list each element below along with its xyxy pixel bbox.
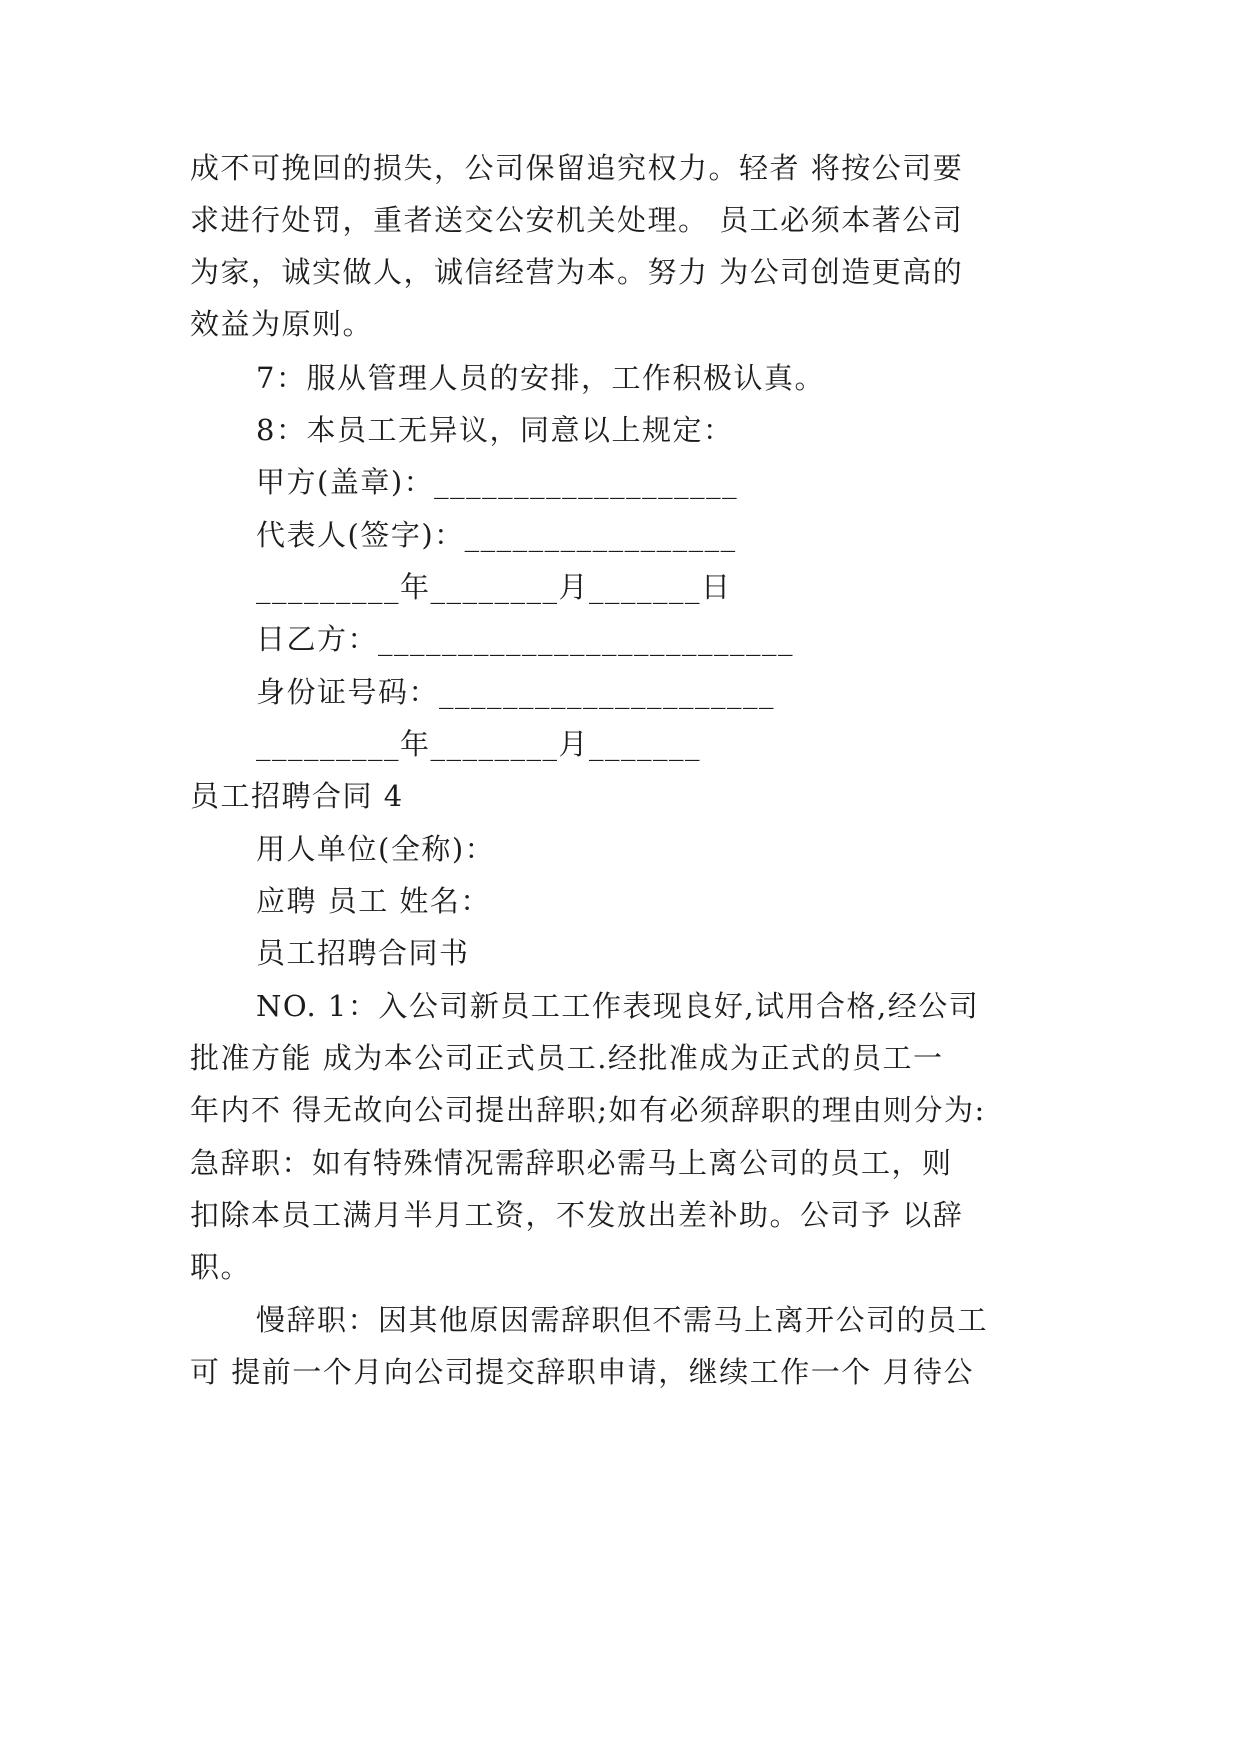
text-line: 扣除本员工满月半月工资，不发放出差补助。公司予 以辞 [190,1198,964,1232]
text-line: 为家，诚实做人，诚信经营为本。努力 为公司创造更高的 [190,255,964,289]
signature-field-representative: 代表人(签字)：_________________ [256,518,737,552]
text-line: 急辞职：如有特殊情况需辞职必需马上离公司的员工，则 [190,1146,953,1180]
text-line: 可 提前一个月向公司提交辞职申请，继续工作一个 月待公 [190,1355,974,1389]
text-line: 用人单位(全称)： [256,832,496,866]
text-line: 应聘 员工 姓名： [256,884,491,918]
signature-field-party-b: 日乙方：__________________________ [256,622,795,656]
text-line: 职。 [190,1250,252,1284]
id-number-field: 身份证号码：_____________________ [256,675,776,709]
date-field: _________年________月_______日 [256,570,732,604]
text-line: NO. 1：入公司新员工工作表现良好,试用合格,经公司 [256,989,980,1023]
text-line: 求进行处罚，重者送交公安机关处理。 员工必须本著公司 [190,203,964,237]
section-title: 员工招聘合同 4 [190,779,404,813]
contract-heading: 员工招聘合同书 [256,936,470,970]
signature-field-party-a: 甲方(盖章)：___________________ [256,465,739,499]
date-field: _________年________月_______ [256,727,702,761]
text-line: 成不可挽回的损失，公司保留追究权力。轻者 将按公司要 [190,151,964,185]
text-line: 年内不 得无故向公司提出辞职;如有必须辞职的理由则分为: [190,1093,986,1127]
text-line: 批准方能 成为本公司正式员工.经批准成为正式的员工一 [190,1041,944,1075]
text-line: 8：本员工无异议，同意以上规定： [256,413,734,447]
text-line: 效益为原则。 [190,307,374,341]
text-line: 7：服从管理人员的安排，工作积极认真。 [256,361,825,395]
text-line: 慢辞职：因其他原因需辞职但不需马上离开公司的员工 [256,1303,989,1337]
